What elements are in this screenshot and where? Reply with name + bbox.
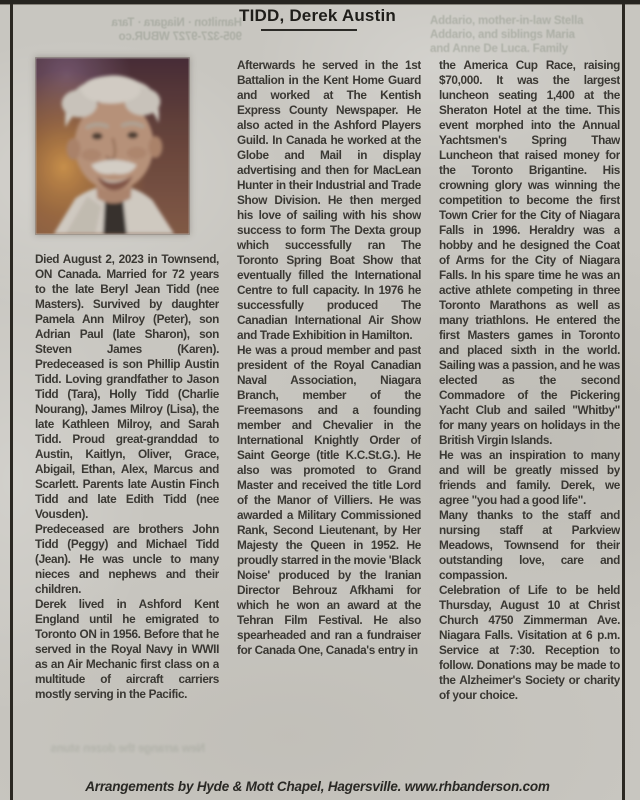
- bleed-through-line: Hamilton · Niagara · Tara: [111, 17, 242, 29]
- bleed-through-line: 905-327-9727 WBUR.co: [118, 31, 242, 43]
- obituary-title: TIDD, Derek Austin: [239, 6, 396, 25]
- title-underline-rule: [261, 29, 357, 31]
- obit-paragraph: Afterwards he served in the 1st Battalion in the Kent Home Guard and worked at The Kentish Express County Newspaper. He also acted in the Ashford Players Guild. In Canada he worked at the Globe and Mail in display advertising and then for MacLean Hunter in their Industrial and Trade Show Division. He then merged his love of sailing with his show success to form The Dexta group which successfully ran The Toronto Spring Boat Show that eventually filled the International Centre to full capacity. In 1976 he successfully produced The Canadian International Air Show and Trade Exhibition in Hamilton.: [237, 58, 421, 342]
- obit-paragraph: Celebration of Life to be held Thursday, August 10 at Christ Church 4750 Zimmerman Ave. Niagara Falls. Visitation at 6 p.m. Service at 7:30. Reception to follow. Donations may be made to the Alzheimer's Society or charity of your choice.: [439, 583, 620, 702]
- bleed-through-line: and Anne De Luca. Family: [430, 43, 568, 55]
- obit-paragraph: Derek lived in Ashford Kent England until he emigrated to Toronto ON in 1956. Before that he served in the Royal Navy in WWII as an Air Mechanic first class on a multitude of aircraft carriers mostly serving in the Pacific.: [35, 597, 219, 701]
- bleed-through-line: Addario, mother-in-law Stella: [430, 15, 584, 27]
- obit-paragraph: Predeceased are brothers John Tidd (Peggy) and Michael Tidd (Jean). He was uncle to many nieces and nephews and their children.: [35, 522, 219, 596]
- obituary-column-right: [439, 58, 620, 768]
- portrait-photo-illustration: [36, 58, 189, 234]
- obituary-column-left: [35, 252, 219, 768]
- frame-border-right: [622, 4, 625, 800]
- bleed-through-text: New arrange the dozen stuns: [50, 743, 205, 755]
- obit-paragraph: He was an inspiration to many and will be greatly missed by friends and family. Derek, we agree "you had a good life".: [439, 448, 620, 507]
- obit-paragraph: the America Cup Race, raising $70,000. It was the largest luncheon seating 1,400 at the Sheraton Hotel at the time. This event morphed into the Annual Yachtsmen's Spring Thaw Luncheon that raised money for the Toronto Brigantine. His crowning glory was winning the competition to become the first Town Crier for the City of Niagara Falls in 1996. Heraldry was a hobby and he designed the Coat of Arms for the City of Niagara Falls. In his spare time he was an active athlete competing in three Toronto Marathons as well as many triathlons. He entered the first Masters games in Toronto and placed sixth in the world. Sailing was a passion, and he was elected as the second Commadore of the Pickering Yacht Club and sailed "Whitby" for many years on holidays in the British Virgin Islands.: [439, 58, 620, 447]
- frame-border-left: [10, 4, 13, 800]
- obit-paragraph: He was a proud member and past president of the Royal Canadian Naval Association, Niagara Branch, member of the Freemasons and a founding member and Chevalier in the International Knightly Order of Saint George (title K.C.St.G.). He also was promoted to Grand Master and received the title Lord of the Manor of Villiers. He was awarded a Military Commissioned Rank, Second Lieutenant, by Her Majesty the Queen in 1952. He proudly starred in the movie 'Black Noise' produced by the Iranian Director Behrouz Afkhami for which he won an award at the Tehran Film Festival. He also spearheaded and ran a fundraiser for Canada One, Canada's entry in: [237, 343, 421, 657]
- bleed-through-line: Addario, and siblings Maria: [430, 29, 575, 41]
- frame-border-top: [0, 0, 640, 4]
- funeral-home-credit: Arrangements by Hyde & Mott Chapel, Hagersville. www.rhbanderson.com: [85, 779, 550, 794]
- obit-paragraph: Many thanks to the staff and nursing staff at Parkview Meadows, Townsend for their outstanding love, care and compassion.: [439, 508, 620, 582]
- portrait-photo: [35, 57, 190, 235]
- obit-paragraph: Died August 2, 2023 in Townsend, ON Canada. Married for 72 years to the late Beryl Jean Tidd (nee Masters). Survived by daughter Pamela Ann Milroy (Peter), son Adrian Paul (late Sharon), son Steven James (Karen). Predeceased is son Phillip Austin Tidd. Loving grandfather to Jason Tidd (Tara), Holly Tidd (Charlie Nourang), James Milroy (Lisa), the late Kathleen Milroy, and Sarah Tidd. Proud great-granddad to Austin, Kaitlyn, Oliver, Grace, Abigail, Ethan, Alex, Marcus and Scarlett. Parents late Austin Finch Tidd and late Edith Tidd (nee Vousden).: [35, 252, 219, 521]
- obituary-column-middle: [237, 58, 421, 768]
